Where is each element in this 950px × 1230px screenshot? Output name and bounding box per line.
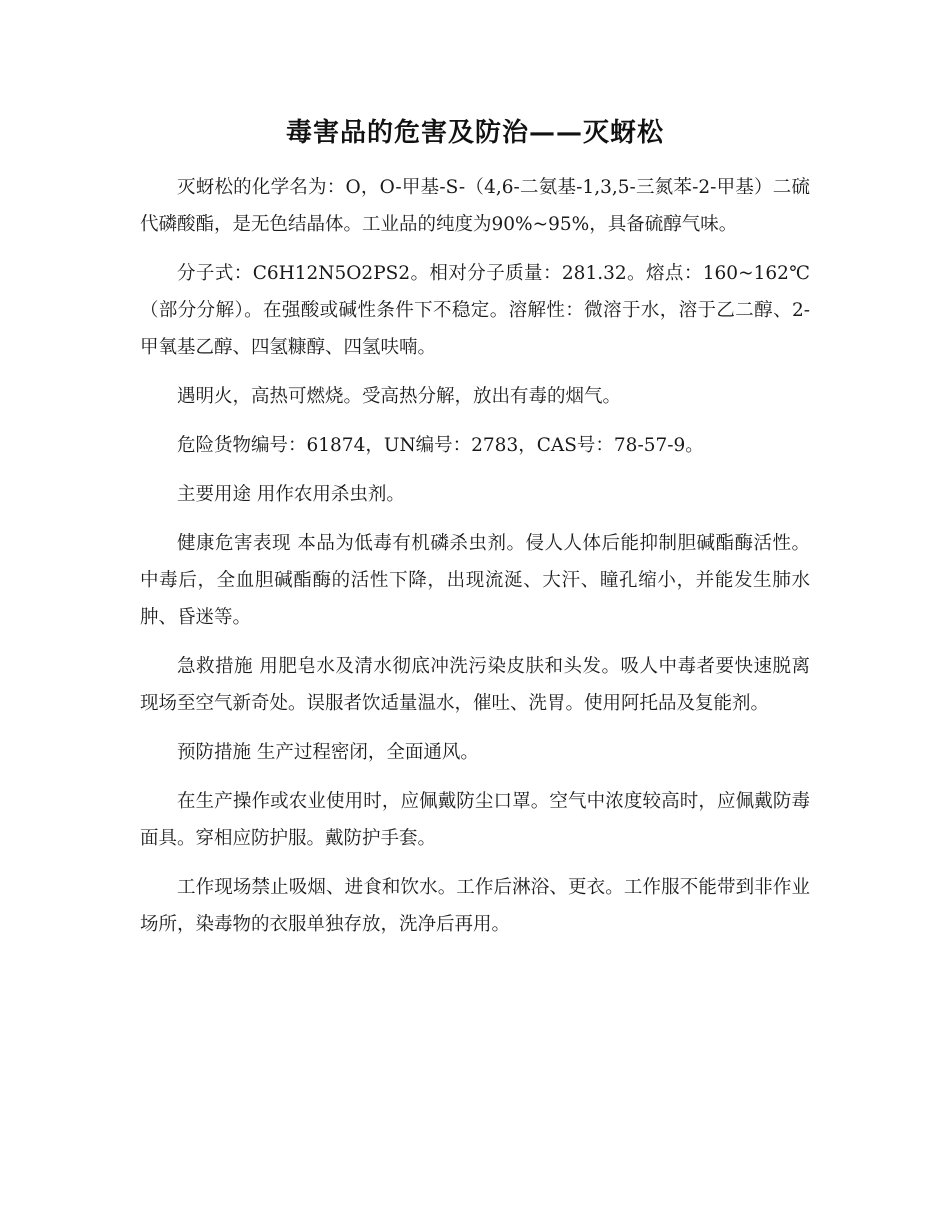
paragraph-protective-equipment: 在生产操作或农业使用时，应佩戴防尘口罩。空气中浓度较高时，应佩戴防毒面具。穿相应防护服。戴防护手套。 (140, 791, 810, 849)
paragraph-workplace-rules: 工作现场禁止吸烟、进食和饮水。工作后淋浴、更衣。工作服不能带到非作业场所，染毒物的衣服单独存放，洗净后再用。 (140, 877, 810, 935)
paragraph-chemical-name: 灭蚜松的化学名为：O，O-甲基-S-（4,6-二氨基-1,3,5-三氮苯-2-甲基）二硫代磷酸酯，是无色结晶体。工业品的纯度为90%~95%，具备硫醇气味。 (140, 177, 810, 235)
paragraph-flammability: 遇明火，高热可燃烧。受高热分解，放出有毒的烟气。 (177, 386, 622, 407)
paragraph-molecular-formula: 分子式：C6H12N5O2PS2。相对分子质量：281.32。熔点：160~162℃（部分分解）。在强酸或碱性条件下不稳定。溶解性：微溶于水，溶于乙二醇、2-甲氧基乙醇、四氢糠醇、四氢呋喃。 (140, 263, 810, 358)
paragraph-health-hazards: 健康危害表现 本品为低毒有机磷杀虫剂。侵人人体后能抑制胆碱酯酶活性。中毒后，全血胆碱酯酶的活性下降，出现流涎、大汗、瞳孔缩小，并能发生肺水肿、昏迷等。 (140, 533, 810, 628)
paragraph-first-aid: 急救措施 用肥皂水及清水彻底冲洗污染皮肤和头发。吸人中毒者要快速脱离现场至空气新奇处。误服者饮适量温水，催吐、洗胃。使用阿托品及复能剂。 (140, 656, 810, 714)
page-title: 毒害品的危害及防治——灭蚜松 (285, 118, 664, 148)
paragraph-main-use: 主要用途 用作农用杀虫剂。 (177, 484, 405, 505)
document-body (140, 169, 810, 943)
paragraph-prevention: 预防措施 生产过程密闭，全面通风。 (177, 742, 479, 763)
paragraph-identifiers: 危险货物编号：61874，UN编号：2783，CAS号：78-57-9。 (177, 435, 704, 456)
